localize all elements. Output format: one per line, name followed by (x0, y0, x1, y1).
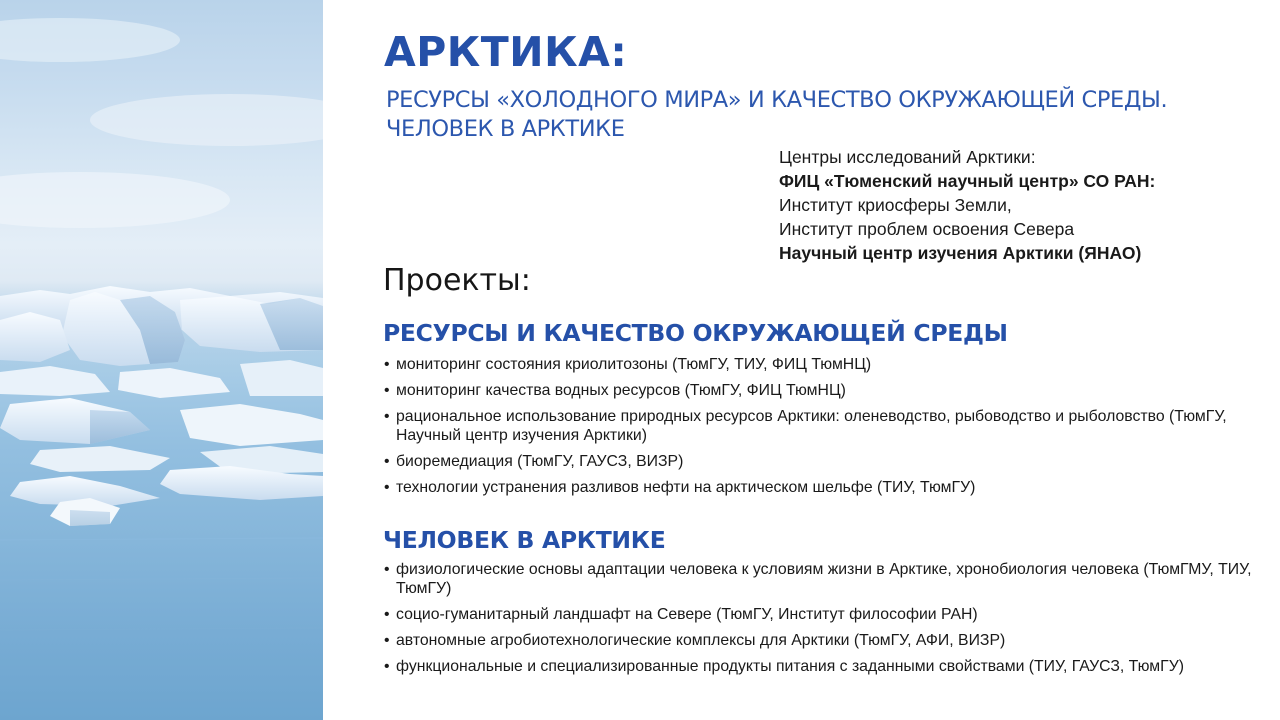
iceberg-illustration (0, 0, 323, 720)
bullet-icon: • (384, 658, 390, 675)
list-item-text: социо-гуманитарный ландшафт на Севере (ТюмГУ, Институт философии РАН) (396, 606, 978, 623)
list-item (383, 478, 1268, 497)
list-item (383, 605, 1268, 624)
bullet-icon: • (384, 453, 390, 470)
section-heading-resources: РЕСУРСЫ И КАЧЕСТВО ОКРУЖАЮЩЕЙ СРЕДЫ (383, 319, 1008, 347)
center-institute-north: Институт проблем освоения Севера (779, 219, 1075, 239)
list-item-text: рациональное использование природных ресурсов Арктики: оленеводство, рыбоводство и рыболовство (ТюмГУ, Научный центр изучения Арктики) (396, 408, 1227, 444)
list-item (383, 452, 1268, 471)
research-centers (779, 145, 1269, 265)
slide-title: АРКТИКА: (384, 28, 628, 76)
projects-heading: Проекты: (383, 263, 531, 298)
bullet-icon: • (384, 408, 390, 425)
human-project-list (383, 560, 1268, 683)
list-item (383, 657, 1268, 676)
bullet-icon: • (384, 561, 390, 578)
list-item-text: мониторинг состояния криолитозоны (ТюмГУ, ТИУ, ФИЦ ТюмНЦ) (396, 356, 872, 373)
subtitle-line: ЧЕЛОВЕК В АРКТИКЕ (386, 116, 625, 142)
centers-heading: Центры исследований Арктики: (779, 147, 1036, 167)
bullet-icon: • (384, 479, 390, 496)
subtitle-line: РЕСУРСЫ «ХОЛОДНОГО МИРА» И КАЧЕСТВО ОКРУЖАЮЩЕЙ СРЕДЫ. (386, 87, 1168, 113)
center-org-arctic: Научный центр изучения Арктики (ЯНАО) (779, 243, 1142, 263)
list-item (383, 407, 1268, 445)
resources-project-list (383, 355, 1268, 504)
bullet-icon: • (384, 606, 390, 623)
list-item (383, 381, 1268, 400)
arctic-iceberg-photo (0, 0, 323, 720)
list-item (383, 355, 1268, 374)
list-item (383, 560, 1268, 598)
bullet-icon: • (384, 382, 390, 399)
list-item-text: технологии устранения разливов нефти на арктическом шельфе (ТИУ, ТюмГУ) (396, 479, 976, 496)
list-item-text: мониторинг качества водных ресурсов (ТюмГУ, ФИЦ ТюмНЦ) (396, 382, 846, 399)
section-heading-human: ЧЕЛОВЕК В АРКТИКЕ (383, 526, 666, 554)
bullet-icon: • (384, 356, 390, 373)
list-item-text: автономные агробиотехнологические комплексы для Арктики (ТюмГУ, АФИ, ВИЗР) (396, 632, 1006, 649)
bullet-icon: • (384, 632, 390, 649)
slide-subtitle (386, 86, 1266, 144)
center-institute-cryosphere: Институт криосферы Земли, (779, 195, 1012, 215)
list-item-text: физиологические основы адаптации человека к условиям жизни в Арктике, хронобиология человека (ТюмГМУ, ТИУ, ТюмГУ) (396, 561, 1252, 597)
center-org-tyumen: ФИЦ «Тюменский научный центр» СО РАН: (779, 171, 1156, 191)
list-item-text: функциональные и специализированные продукты питания с заданными свойствами (ТИУ, ГАУСЗ, ТюмГУ) (396, 658, 1185, 675)
list-item-text: биоремедиация (ТюмГУ, ГАУСЗ, ВИЗР) (396, 453, 684, 470)
list-item (383, 631, 1268, 650)
